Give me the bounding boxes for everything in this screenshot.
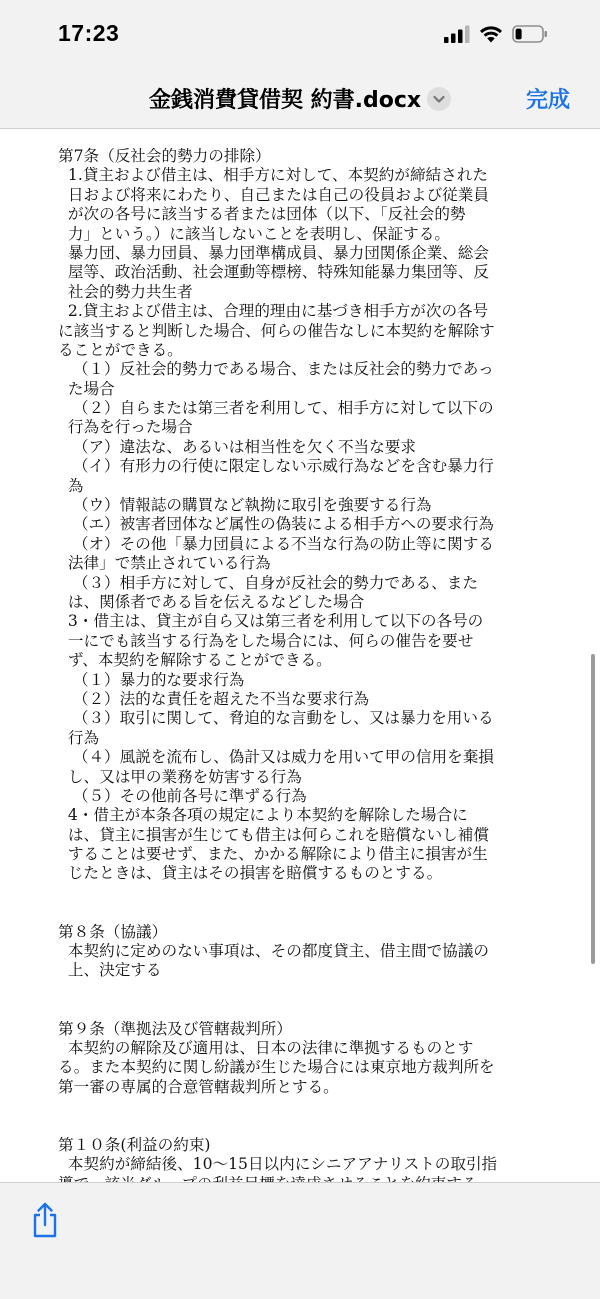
document-line: 1.貸主および借主は、相手方に対して、本契約が締結された (58, 166, 488, 185)
status-icons (444, 24, 548, 44)
chevron-down-icon[interactable] (427, 87, 451, 111)
blank-line (58, 1117, 540, 1136)
document-line: し、又は甲の業務を妨害する行為 (58, 767, 302, 786)
document-viewer[interactable] (0, 129, 600, 1182)
document-line: ず、本契約を解除することができる。 (58, 651, 332, 670)
document-line: 社会的勢力共生者 (58, 282, 193, 301)
document-line: は、貸主に損害が生じても借主は何らこれを賠償ないし補償 (58, 825, 489, 844)
document-line: 第８条（協議） (58, 922, 168, 941)
document-line: （エ）被害者団体など属性の偽装による相手方への要求行為 (58, 515, 494, 534)
document-line: 一にでも該当する行為をした場合には、何らの催告を要せ (58, 631, 474, 650)
document-line: 本契約の解除及び適用は、日本の法律に準拠するものとす (58, 1038, 474, 1057)
document-line: （４）風説を流布し、偽計又は威力を用いて甲の信用を棄損 (58, 748, 494, 767)
blank-line (58, 903, 540, 922)
document-line: る。また本契約に関し紛議が生じた場合には東京地方裁判所を (58, 1058, 495, 1077)
blank-line (58, 981, 540, 1000)
document-line: 行為 (58, 728, 100, 747)
cellular-signal-icon (444, 25, 470, 43)
document-line: （ア）違法な、あるいは相当性を欠く不当な要求 (58, 437, 416, 456)
document-line: （３）相手方に対して、自身が反社会的勢力である、また (58, 573, 478, 592)
document-line: 本契約が締結後、10～15日以内にシニアアナリストの取引指 (58, 1155, 498, 1174)
blank-line (58, 1000, 540, 1019)
document-line: 本契約に定めのない事項は、その都度貸主、借主間で協議の (58, 942, 489, 961)
document-line: （５）その他前各号に準ずる行為 (58, 786, 307, 805)
document-line: （２）自らまたは第三者を利用して、相手方に対して以下の (58, 399, 494, 418)
document-line: は、関係者である旨を伝えるなどした場合 (58, 592, 365, 611)
document-line: に該当すると判断した場合、何らの催告なしに本契約を解除す (58, 321, 495, 340)
document-line: 行為を行った場合 (58, 418, 193, 437)
document-line: 4・借主が本条各項の規定により本契約を解除した場合に (58, 806, 468, 825)
document-line: 力」という。）に該当しないことを表明し、保証する。 (58, 224, 450, 243)
document-line: （３）取引に関して、脅迫的な言動をし、又は暴力を用いる (58, 709, 494, 728)
document-line: が次の各号に該当する者または団体（以下、「反社会的勢 (58, 205, 466, 224)
document-line: 法律」で禁止されている行為 (58, 554, 271, 573)
status-bar (0, 0, 600, 66)
blank-line (58, 884, 540, 903)
document-line: 第１０条(利益の約束) (58, 1135, 211, 1154)
document-line: （２）法的な責任を超えた不当な要求行為 (58, 689, 370, 708)
document-line: 為 (58, 476, 84, 495)
document-title[interactable] (0, 83, 600, 114)
nav-bar (0, 66, 600, 129)
document-line: （イ）有形力の行使に限定しない示威行為などを含む暴力行 (58, 457, 494, 476)
status-time: 17:23 (58, 20, 120, 46)
battery-icon (512, 25, 548, 43)
scrollbar[interactable] (591, 654, 595, 964)
document-line: ることができる。 (58, 340, 183, 359)
wifi-icon (479, 25, 503, 43)
document-line: 屋等、政治活動、社会運動等標榜、特殊知能暴力集団等、反 (58, 263, 489, 282)
document-line: 第９条（準拠法及び管轄裁判所） (58, 1019, 292, 1038)
blank-line (58, 1097, 540, 1116)
document-line: 上、決定する (58, 961, 162, 980)
document-line: た場合 (58, 379, 115, 398)
document-line: 暴力団、暴力団員、暴力団準構成員、暴力団関係企業、総会 (58, 243, 489, 262)
document-line: 第一審の専属的合意管轄裁判所とする。 (58, 1077, 339, 1096)
bottom-toolbar (0, 1182, 600, 1299)
document-line: 第7条（反社会的勢力の排除） (58, 147, 271, 165)
document-line: （１）反社会的勢力である場合、または反社会的勢力であっ (58, 360, 494, 379)
document-line: （１）暴力的な要求行為 (58, 670, 245, 689)
document-line: じたときは、貸主はその損害を賠償するものとする。 (58, 864, 443, 883)
document-line: 日および将来にわたり、自己または自己の役員および従業員 (58, 185, 489, 204)
share-icon[interactable] (30, 1201, 60, 1239)
document-title-text: 金銭消費貸借契 約書.docx (148, 88, 422, 113)
document-line: （ウ）情報誌の購買など執拗に取引を強要する行為 (58, 496, 432, 515)
document-body (58, 147, 540, 1252)
document-line: することは要せず、また、かかる解除により借主に損害が生 (58, 845, 488, 864)
document-line: （オ）その他「暴力団員による不当な行為の防止等に関する (58, 534, 494, 553)
done-button[interactable]: 完成 (525, 88, 570, 113)
document-line: 2.貸主および借主は、合理的理由に基づき相手方が次の各号 (58, 302, 489, 321)
document-line: 3・借主は、貸主が自ら又は第三者を利用して以下の各号の (58, 612, 484, 631)
